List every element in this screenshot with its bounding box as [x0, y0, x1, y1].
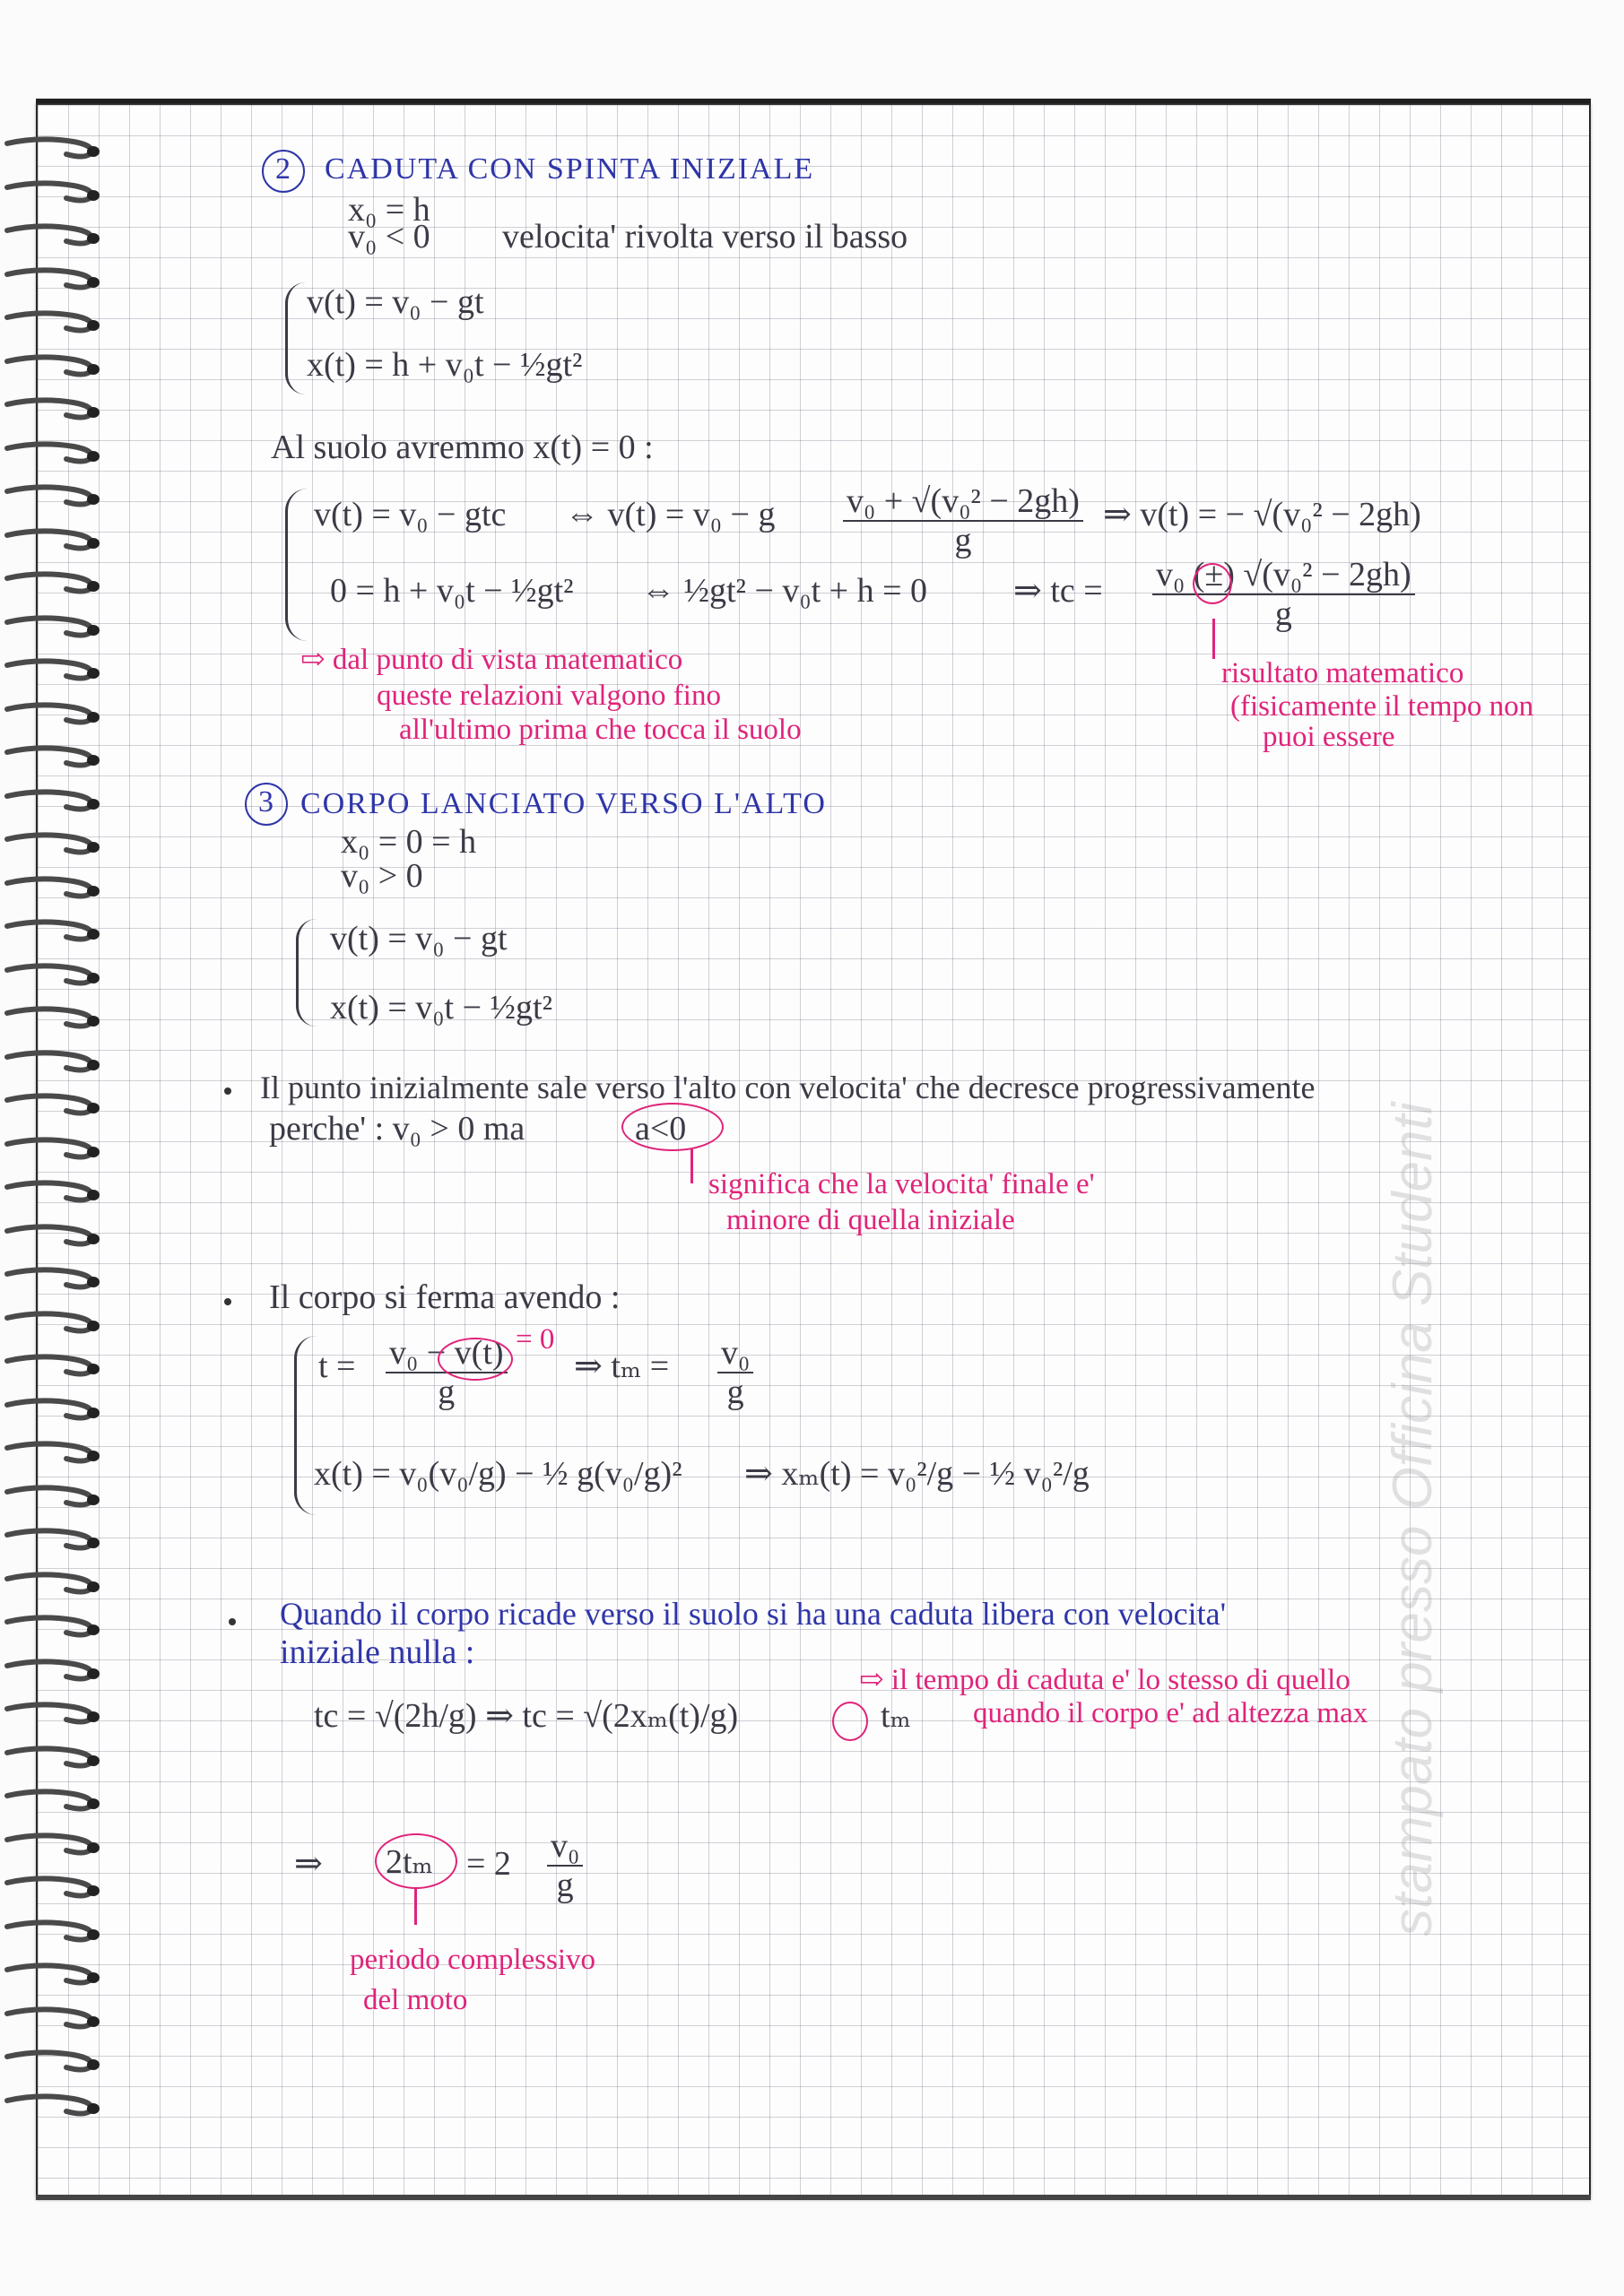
spiral-ring — [4, 1787, 100, 1815]
spiral-ring — [4, 526, 100, 555]
fall-time-note-line2: quando il corpo e' ad altezza max — [973, 1697, 1368, 1729]
period-value: 2tₘ — [386, 1843, 433, 1881]
rising-description: Il punto inizialmente sale verso l'alto con velocita' che decresce progressivamente — [260, 1070, 1316, 1105]
math-note-line2: queste relazioni valgono fino — [377, 680, 721, 712]
fraction-numerator: v₀ — [547, 1829, 583, 1867]
ground-velocity-eq: v(t) = v₀ − gtc — [314, 496, 507, 533]
spiral-ring — [4, 569, 100, 598]
spiral-ring — [4, 482, 100, 511]
period-note-line2: del moto — [363, 1984, 468, 2016]
deceleration-note-line1: significa che la velocita' finale e' — [708, 1168, 1095, 1200]
max-time-label: ⇒ tₘ = — [574, 1347, 670, 1385]
spiral-ring — [4, 1744, 100, 1772]
position-equation: x(t) = v₀t − ½gt² — [330, 989, 552, 1027]
spiral-ring — [4, 700, 100, 729]
spiral-ring — [4, 1135, 100, 1164]
spiral-ring — [4, 1961, 100, 1989]
notebook-page — [36, 103, 1591, 2200]
ground-position-eq: 0 = h + v₀t − ½gt² — [330, 572, 574, 610]
fraction-numerator: v₀ − v(t) — [386, 1336, 508, 1373]
system-brace — [296, 919, 317, 1027]
rising-reason: perche' : v₀ > 0 ma — [269, 1110, 525, 1148]
spiral-ring — [4, 134, 100, 163]
stop-intro: Il corpo si ferma avendo : — [269, 1278, 621, 1316]
section-number: 3 — [258, 785, 275, 819]
impact-velocity-result: ⇒ v(t) = − √(v₀² − 2gh) — [1103, 496, 1421, 533]
position-equation: x(t) = h + v₀t − ½gt² — [307, 346, 583, 384]
spiral-ring — [4, 874, 100, 903]
velocity-equation: v(t) = v₀ − gt — [330, 920, 508, 957]
velocity-note: velocita' rivolta verso il basso — [502, 218, 908, 256]
spiral-ring — [4, 221, 100, 250]
spiral-ring — [4, 395, 100, 424]
math-note-line1: ⇨ dal punto di vista matematico — [300, 644, 683, 676]
plus-minus-circle — [1193, 563, 1232, 604]
spiral-ring — [4, 2048, 100, 2076]
spiral-ring — [4, 787, 100, 816]
equals-circle — [832, 1702, 868, 1741]
spiral-ring — [4, 1048, 100, 1077]
section-title: CORPO LANCIATO VERSO L'ALTO — [300, 787, 827, 820]
pink-arrow — [690, 1149, 693, 1183]
spiral-ring — [4, 1570, 100, 1599]
spiral-ring — [4, 743, 100, 772]
period-implies: ⇒ — [294, 1845, 323, 1883]
impact-time-label: ⇒ tc = — [1013, 572, 1103, 610]
initial-position: x₀ = 0 = h — [341, 823, 477, 861]
period-note-line1: periodo complessivo — [350, 1944, 596, 1976]
initial-velocity: v₀ < 0 — [348, 218, 430, 256]
system-brace — [285, 282, 306, 394]
negative-acceleration: a<0 — [635, 1110, 687, 1148]
spiral-ring — [4, 1831, 100, 1859]
spiral-ring — [4, 1265, 100, 1294]
spiral-ring — [4, 1700, 100, 1728]
spiral-ring — [4, 265, 100, 294]
spiral-ring — [4, 308, 100, 337]
spiral-ring — [4, 1483, 100, 1512]
spiral-ring — [4, 1178, 100, 1207]
spiral-ring — [4, 1091, 100, 1120]
fall-time-result: tₘ — [881, 1697, 911, 1735]
notebook-bottom-edge — [36, 2195, 1591, 2200]
initial-velocity: v₀ > 0 — [341, 857, 423, 895]
section-number: 2 — [275, 152, 292, 186]
physics-note-line2: (fisicamente il tempo non — [1230, 690, 1534, 723]
spiral-ring — [4, 1526, 100, 1555]
physics-note-line1: risultato matematico — [1221, 657, 1464, 689]
ground-velocity-sub: ⇔ v(t) = v₀ − g — [565, 496, 776, 533]
section-title: CADUTA CON SPINTA INIZIALE — [325, 152, 815, 186]
fraction-denominator: g — [1274, 595, 1292, 633]
fall-time-eq: tc = √(2h/g) ⇒ tc = √(2xₘ(t)/g) — [314, 1697, 739, 1735]
quadratic-equation: ⇔ ½gt² − v₀t + h = 0 — [641, 572, 928, 610]
spiral-ring — [4, 2005, 100, 2033]
stop-time-label: t = — [318, 1347, 356, 1385]
spiral-ring — [4, 1657, 100, 1685]
system-brace — [285, 489, 308, 641]
velocity-equation: v(t) = v₀ − gt — [307, 283, 484, 321]
spiral-ring — [4, 439, 100, 468]
spiral-ring — [4, 961, 100, 990]
free-fall-description: Quando il corpo ricade verso il suolo si ha una caduta libera con velocita' — [280, 1596, 1227, 1632]
max-height-eq: ⇒ xₘ(t) = v₀²/g − ½ v₀²/g — [744, 1455, 1090, 1493]
math-note-line3: all'ultimo prima che tocca il suolo — [399, 714, 802, 746]
bullet — [229, 1618, 236, 1625]
fall-time-note-line1: ⇨ il tempo di caduta e' lo stesso di quello — [859, 1664, 1350, 1696]
zero-velocity-note: = 0 — [516, 1323, 555, 1356]
ground-intro: Al suolo avremmo x(t) = 0 : — [271, 429, 654, 466]
period-equals: = 2 — [466, 1845, 511, 1883]
deceleration-note-line2: minore di quella iniziale — [726, 1204, 1015, 1236]
spiral-ring — [4, 1004, 100, 1033]
pink-arrow — [414, 1887, 417, 1925]
physics-note-line3: puoi essere — [1263, 721, 1395, 753]
watermark: stampato presso Officina Studenti — [1382, 1102, 1444, 1936]
spiral-ring — [4, 2092, 100, 2120]
spiral-ring — [4, 917, 100, 946]
fraction-denominator: g — [438, 1373, 456, 1411]
free-fall-description-2: iniziale nulla : — [280, 1633, 475, 1671]
spiral-ring — [4, 1309, 100, 1338]
final-velocity-circle — [438, 1338, 513, 1381]
stop-position-eq: x(t) = v₀(v₀/g) − ½ g(v₀/g)² — [314, 1455, 682, 1493]
pink-arrow — [1212, 619, 1215, 659]
spiral-ring — [4, 1439, 100, 1468]
spiral-binding — [0, 134, 103, 2134]
bullet — [224, 1087, 231, 1095]
bullet — [224, 1298, 231, 1305]
spiral-ring — [4, 1874, 100, 1902]
spiral-ring — [4, 656, 100, 685]
fraction-numerator: v₀ — [717, 1336, 753, 1373]
spiral-ring — [4, 178, 100, 207]
max-time-fraction — [717, 1336, 753, 1409]
spiral-ring — [4, 352, 100, 381]
fraction-numerator: v₀ (±) √(v₀² − 2gh) — [1152, 558, 1415, 595]
fraction-numerator: v₀ + √(v₀² − 2gh) — [843, 484, 1083, 522]
spiral-ring — [4, 613, 100, 642]
spiral-ring — [4, 1352, 100, 1381]
impact-time-fraction — [843, 484, 1083, 558]
fraction-denominator: g — [556, 1867, 574, 1904]
fraction-denominator: g — [726, 1373, 744, 1411]
period-fraction — [547, 1829, 583, 1902]
impact-time-solution — [1152, 558, 1415, 631]
spiral-ring — [4, 1613, 100, 1642]
fraction-denominator: g — [954, 522, 972, 559]
spiral-ring — [4, 1222, 100, 1251]
spiral-ring — [4, 830, 100, 859]
spiral-ring — [4, 1918, 100, 1946]
spiral-ring — [4, 1396, 100, 1425]
initial-position: x₀ = h — [348, 191, 430, 229]
